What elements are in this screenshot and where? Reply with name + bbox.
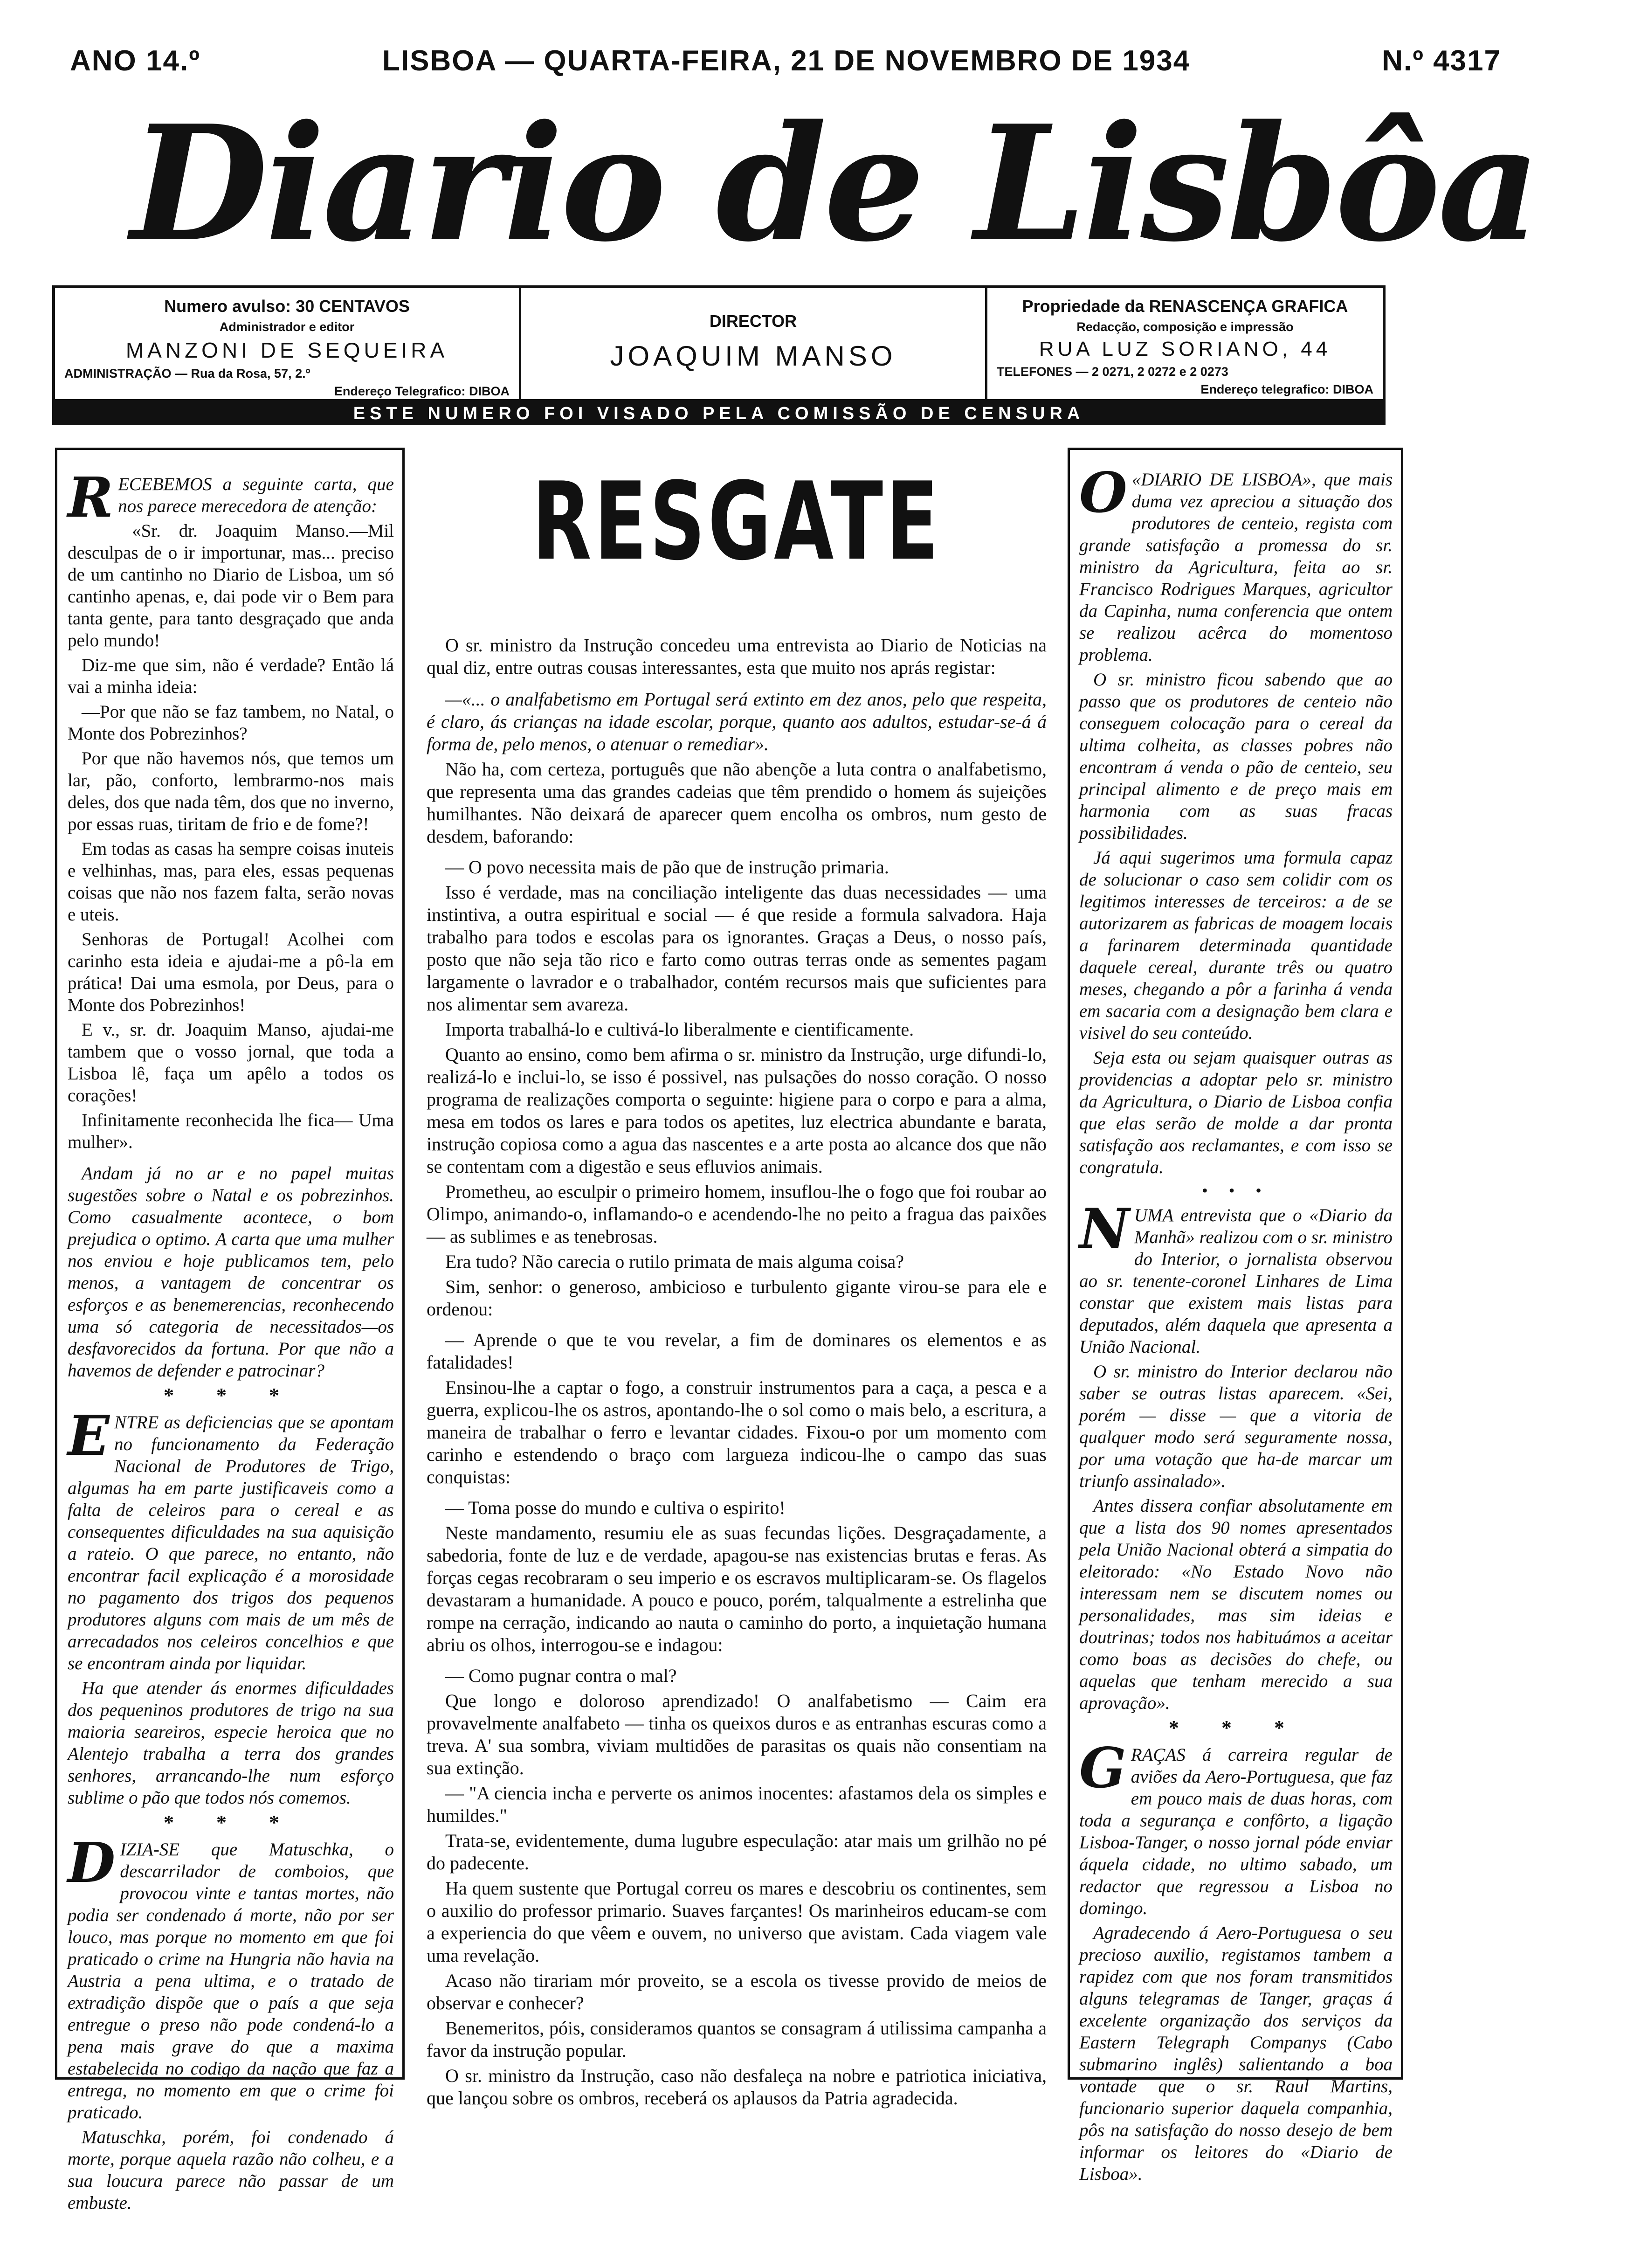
letter-paragraph: Por que não havemos nós, que temos um lar, pão, conforto, lembrarmo-nos mais deles, dos que nada têm, dos que no inverno, por essas ruas, tiritam de frio e de fome?!	[68, 748, 394, 834]
main-paragraph: O sr. ministro da Instrução, caso não desfaleça na nobre e patriotica iniciativa, que lançou sobre os ombros, receberá os aplausos da Patria agradecida.	[427, 2065, 1047, 2109]
drop-cap: R	[68, 465, 114, 530]
section-separator: * * *	[164, 1811, 298, 1834]
main-paragraph: Acaso não tirariam mór proveito, se a escola os tivesse provido de meios de observar e conhecer?	[427, 1970, 1047, 2013]
main-quote: —«... o analfabetismo em Portugal será extinto em dez anos, pelo que respeita, é claro, ás crianças na idade escolar, porque, quanto aos adultos, estudar-se-á á forma de, pelo menos, o atenuar o remediar».	[427, 689, 1047, 754]
left-article-1-intro: RECEBEMOS a seguinte carta, que nos parece merecedora de atenção:	[68, 465, 394, 530]
right-article-2-paragraph: O sr. ministro do Interior declarou não saber se outras listas aparecem. «Sei, porém — disse — que a vitoria de qualquer modo será seguramente nossa, por uma votação que ha-de marcar um triunfo assinalado».	[1079, 1362, 1393, 1491]
main-paragraph: — Aprende o que te vou revelar, a fim de dominares os elementos e as fatalidades!	[427, 1329, 1047, 1373]
drop-cap: O	[1079, 460, 1127, 525]
director-name: JOAQUIM MANSO	[610, 340, 896, 372]
masthead-title: Diario de Lisbôa	[131, 91, 1538, 277]
censorship-banner: ESTE NUMERO FOI VISADO PELA COMISSÃO DE CENSURA	[52, 402, 1386, 425]
left-article-3: DIZIA-SE que Matuschka, o descarrilador de comboios, que provocou vinte e tantas mortes, não podia ser condenado á morte, não por ser louco, mas porque no momento em que foi praticado o crime na Hungria não havia na Austria a pena ultima, e o tratado de extradição dispõe que o país a que seja entregue o preso não pode condená-lo a pena mais grave do que a maxima estabelecida no codigo da nação que faz a entrega, no momento em que o crime foi praticado.	[68, 1830, 394, 2123]
main-paragraph: — Como pugnar contra o mal?	[445, 1665, 677, 1686]
left-article-2-paragraph: Ha que atender ás enormes dificuldades dos pequeninos produtores de trigo na sua maioria seareiros, especie heroica que no Alentejo trabalha a terra dos grandes senhores, arrancando-lhe num esforço sublime o pão que todos nós comemos.	[68, 1678, 394, 1808]
main-paragraph: Ha quem sustente que Portugal correu os mares e descobriu os continentes, sem o auxilio do professor primario. Suaves farçantes! Os marinheiros educam-se com a experiencia do que vêem e ouvem, no universo que avistam. Cada viagem vale uma revelação.	[427, 1878, 1047, 1966]
administration-info	[55, 288, 521, 399]
right-article-1-paragraph: O sr. ministro ficou sabendo que ao passo que os produtores de centeio não conseguem colocação para o cereal da ultima colheita, as classes pobres não encontram á venda o pão de centeio, seu principal alimento e de preço mais em harmonia com as suas fracas possibilidades.	[1079, 670, 1393, 843]
phones-line: TELEFONES — 2 0271, 2 0272 e 2 0273	[997, 365, 1228, 379]
left-article-3-paragraph: Matuschka, porém, foi condenado á morte, porque aquela razão não colheu, e a sua loucura parece não passar de um embuste.	[68, 2127, 394, 2213]
administration-address: ADMINISTRAÇÃO — Rua da Rosa, 57, 2.º	[64, 366, 310, 380]
department-line: Redacção, composição e impressão	[1076, 320, 1294, 334]
main-paragraph: — "A ciencia incha e perverte os animos inocentes: afastamos dela os simples e humildes."	[427, 1783, 1047, 1826]
letter-paragraph: —Por que não se faz tambem, no Natal, o Monte dos Pobrezinhos?	[68, 702, 394, 744]
main-paragraph: Não ha, com certeza, português que não abençõe a luta contra o analfabetismo, que representa uma das grandes cadeias que têm prendido o homem ás sujeições humilhantes. Não deixará de aparecer quem encolha os ombros, num gesto de desdem, baforando:	[427, 759, 1047, 847]
right-article-2-paragraph: Antes dissera confiar absolutamente em que a lista dos 90 nomes apresentados pela União Nacional obterá a simpatia do eleitorado: «No Estado Novo não interessam nem se discutem nomes ou personalidades, mas sim ideias e doutrinas; todos nos habituámos a aceitar como boas as decisões do chefe, ou aquelas que tenham merecido a sua aprovação».	[1079, 1496, 1393, 1713]
letter-paragraph: Diz-me que sim, não é verdade? Então lá vai a minha ideia:	[68, 655, 394, 697]
drop-cap: E	[68, 1403, 110, 1468]
drop-cap: N	[1079, 1196, 1130, 1261]
main-paragraph: O sr. ministro da Instrução concedeu uma entrevista ao Diario de Noticias na qual diz, entre outras cousas interessantes, esta que muito nos aprás registar:	[427, 635, 1047, 678]
main-paragraph: Isso é verdade, mas na conciliação inteligente das duas necessidades — uma instintiva, a outra espiritual e social — é que reside a formula salvadora. Haja trabalho para todos e escolas para os ignorantes. Graças a Deus, o nosso país, posto que não seja tão rico e farto como outras terras onde as sementes pagam largamente o lavrador e o trabalhador, contém recursos mais que suficientes para nos alimentar sem avareza.	[427, 882, 1047, 1015]
year-label: ANO 14.º	[70, 45, 200, 77]
right-column	[1068, 448, 1403, 2184]
main-paragraph: — Toma posse do mundo e cultiva o espirito!	[445, 1497, 786, 1518]
dateline-bar	[70, 44, 1501, 86]
administration-telegraph: Endereço Telegrafico: DIBOA	[334, 384, 510, 398]
right-article-1: O «DIARIO DE LISBOA», que mais duma vez apreciou a situação dos produtores de centeio, regista com grande satisfação a promessa do sr. ministro da Agricultura, feita ao sr. Francisco Rodrigues Marques, agricultor da Capinha, numa conferencia que ontem se realizou acêrca do momentoso problema.	[1079, 460, 1393, 665]
letter-signoff: Infinitamente reconhecida lhe fica— Uma mulher».	[68, 1110, 394, 1152]
main-paragraph: Que longo e doloroso aprendizado! O analfabetismo — Caim era provavelmente analfabeto — tinha os queixos duros e as entranhas escuras como a treva. A' sua sombra, viviam multidões de parasitas os quais não consentiam na sua extinção.	[427, 1690, 1047, 1778]
main-paragraph: Ensinou-lhe a captar o fogo, a construir instrumentos para a caça, a pesca e a guerra, explicou-lhe os astros, apontando-lhe o sol como o mais belo, a escritura, a maneira de trabalhar o ferro e levantar cidades. Fixou-o por um momento com carinho e estendendo o braço com largueza indicou-lhe o campo das suas conquistas:	[427, 1377, 1047, 1487]
dateline: LISBOA — QUARTA-FEIRA, 21 DE NOVEMBRO DE 1934	[382, 45, 1191, 77]
main-headline: RESGATE	[532, 460, 941, 584]
ownership-telegraph: Endereço telegrafico: DIBOA	[1200, 382, 1373, 396]
letter-paragraph: Em todas as casas ha sempre coisas inuteis e velhinhas, mas, para eles, essas pequenas coisas que não nos fazem falta, serão novas e uteis.	[68, 839, 394, 925]
publication-info-box	[52, 285, 1386, 402]
main-paragraph: Benemeritos, póis, consideramos quantos se consagram á utilissima campanha a favor da instrução popular.	[427, 2018, 1047, 2061]
ownership-info	[987, 288, 1383, 399]
office-address: RUA LUZ SORIANO, 44	[1039, 338, 1331, 360]
left-column	[55, 448, 405, 2213]
right-article-2: NUMA entrevista que o «Diario da Manhã» realizou com o sr. ministro do Interior, o jornalista observou ao sr. tenente-coronel Linhares de Lima constar que existem mais listas para deputados, além daquela que apresenta a União Nacional.	[1079, 1196, 1393, 1357]
main-article	[422, 448, 1051, 2109]
drop-cap: D	[68, 1830, 116, 1895]
director-info	[521, 288, 987, 399]
right-article-1-paragraph: Seja esta ou sejam quaisquer outras as providencias a adoptar pelo sr. ministro da Agricultura, o Diario de Lisboa confia que elas serão de molde a dar pronta satisfação aos reclamantes, e com isso se congratula.	[1079, 1048, 1393, 1177]
section-separator: * * *	[164, 1384, 298, 1407]
main-paragraph: Trata-se, evidentemente, duma lugubre especulação: atar mais um grilhão no pé do padecente.	[427, 1830, 1047, 1874]
drop-cap: G	[1079, 1736, 1126, 1800]
section-separator: * * *	[1169, 1716, 1303, 1739]
administrator-role: Administrador e editor	[219, 320, 355, 334]
main-paragraph: Era tudo? Não carecia o rutilo primata de mais alguma coisa?	[445, 1251, 904, 1272]
left-article-2: ENTRE as deficiencias que se apontam no funcionamento da Federação Nacional de Produtores de Trigo, algumas ha em parte justificaveis como a falta de celeiros para o cereal e as consequentes dificuldades na sua aquisição a rateio. O que parece, no entanto, não encontrar facil explicação é a morosidade no pagamento dos trigos dos pequenos produtores alguns com mais de um mês de arrecadados nos celeiros concelhios e que se encontram ainda por liquidar.	[68, 1403, 394, 1673]
letter-paragraph: «Sr. dr. Joaquim Manso.—Mil desculpas de o ir importunar, mas... preciso de um cantinho no Diario de Lisboa, um só cantinho apenas, e, dai pode vir o Bem para tanta gente, para tanto desgraçado que anda pelo mundo!	[68, 521, 394, 650]
letter-paragraph: E v., sr. dr. Joaquim Manso, ajudai-me tambem que o vosso jornal, que toda a Lisboa lê, faça um apêlo a todos os corações!	[68, 1020, 394, 1106]
main-paragraph: Sim, senhor: o generoso, ambicioso e turbulento gigante virou-se para ele e ordenou:	[427, 1276, 1047, 1320]
main-paragraph: Quanto ao ensino, como bem afirma o sr. ministro da Instrução, urge difundi-lo, realizá-lo e inclui-lo, se isso é possivel, nas pulsações do nosso coração. O nosso programa de realizações comporta o seguinte: higiene para o corpo e para a alma, mesa em todos os lares e para todos os apetites, luz electrica abundante e barata, instrução copiosa como a agua das nascentes e a arte posta ao alcance dos que não se contentam com a digestão e seus efluvios animais.	[427, 1044, 1047, 1177]
main-paragraph: Prometheu, ao esculpir o primeiro homem, insuflou-lhe o fogo que foi roubar ao Olimpo, animando-o, inflamando-o e acendendo-lhe no peito a fragua das paixões — as sublimes e as tenebrosas.	[427, 1181, 1047, 1247]
letter-paragraph: Senhoras de Portugal! Acolhei com carinho esta ideia e ajudai-me a pô-la em prática! Dai uma esmola, por Deus, para o Monte dos Pobrezinhos!	[68, 929, 394, 1015]
right-article-3: GRAÇAS á carreira regular de aviões da Aero-Portuguesa, que faz em pouco mais de duas horas, com toda a segurança e confôrto, a ligação Lisboa-Tanger, o nosso jornal póde enviar áquela cidade, no ultimo sabado, um redactor que regressou a Lisboa no domingo.	[1079, 1736, 1393, 1918]
issue-number: N.º 4317	[1382, 45, 1501, 77]
director-role: DIRECTOR	[709, 311, 797, 331]
main-paragraph: — O povo necessita mais de pão que de instrução primaria.	[445, 857, 889, 878]
administrator-name: MANZONI DE SEQUEIRA	[125, 338, 448, 362]
owner-line: Propriedade da RENASCENÇA GRAFICA	[1022, 297, 1348, 316]
main-paragraph: Neste mandamento, resumiu ele as suas fecundas lições. Desgraçadamente, a sabedoria, fonte de luz e de verdade, apagou-se nas existencias brutas e feras. As forças cegas recobraram o seu imperio e os escravos multiplicaram-se. Os flagelos devastaram a humanidade. A pouco e pouco, porém, talqualmente a estrelinha que rompe na cerração, indicando ao nauta o caminho do porto, a inquietação humana abriu os olhos, interrogou-se e indagou:	[427, 1522, 1047, 1655]
section-separator: • • •	[1202, 1181, 1270, 1200]
price-line: Numero avulso: 30 CENTAVOS	[164, 297, 410, 316]
right-article-3-paragraph: Agradecendo á Aero-Portuguesa o seu precioso auxilio, registamos tambem a rapidez com que nos foram transmitidos alguns telegramas de Tanger, graças á excelente organização dos serviços da Eastern Telegraph Companys (Cabo submarino inglês) salientando a boa vontade que o sr. Raul Martins, funcionario superior daquela companhia, pôs na satisfação do nosso desejo de bem informar os leitores do «Diario de Lisboa».	[1079, 1923, 1393, 2184]
left-article-1-comment: Andam já no ar e no papel muitas sugestões sobre o Natal e os pobrezinhos. Como casualmente acontece, o bom prejudica o optimo. A carta que uma mulher nos enviou e hoje publicamos tem, pelo menos, a vantagem de concentrar os esforços e as benemerencias, reconhecendo uma só categoria de necessitados—os desfavorecidos da fortuna. Por que não a havemos de defender e patrocinar?	[68, 1163, 394, 1381]
right-article-1-paragraph: Já aqui sugerimos uma formula capaz de solucionar o caso sem colidir com os legitimos interesses de terceiros: a de se autorizarem as fabricas de moagem locais a farinarem determinada quantidade daquele cereal, durante três ou quatro meses, chegando a pôr a farinha á venda em sacaria com a designação bem clara e visivel do seu conteúdo.	[1079, 848, 1393, 1043]
main-paragraph: Importa trabalhá-lo e cultivá-lo liberalmente e cientificamente.	[445, 1019, 914, 1040]
